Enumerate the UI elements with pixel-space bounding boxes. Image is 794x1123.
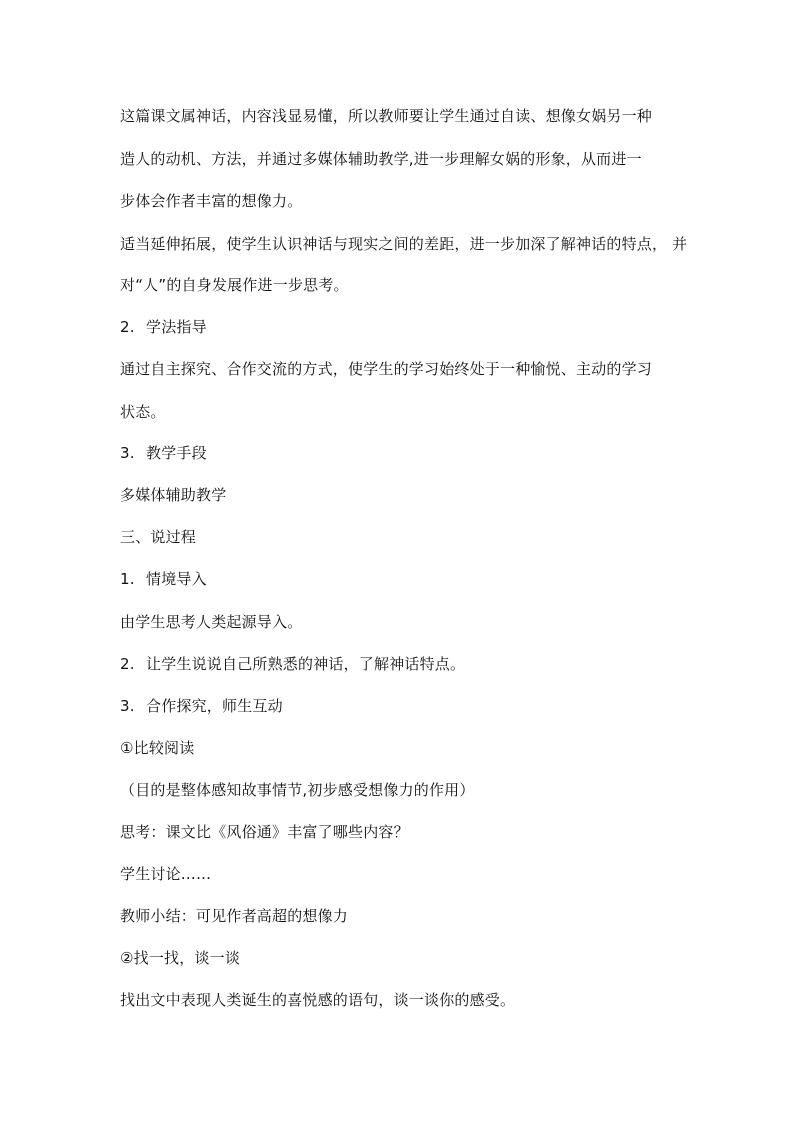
paragraph-line-2: 造人的动机、方法，并通过多媒体辅助教学,进一步理解女娲的形象，从而进一 [120,150,642,168]
sub-1-goal: （目的是整体感知故事情节,初步感受想像力的作用） [120,781,475,799]
sub-1-discussion: 学生讨论…… [120,865,212,883]
sub-2-heading: ②找一找，谈一谈 [120,949,241,967]
learning-guidance-line-1: 通过自主探究、合作交流的方式，使学生的学习始终处于一种愉悦、主动的学习 [120,360,653,378]
sub-1-question: 思考：课文比《风俗通》丰富了哪些内容？ [120,823,409,841]
step-3-heading [120,696,283,716]
process-heading: 三、说过程 [120,528,197,546]
sub-1-summary: 教师小结：可见作者高超的想像力 [120,907,349,925]
paragraph-line-4: 适当延伸拓展，使学生认识神话与现实之间的差距，进一步加深了解神话的特点， 并 [120,235,688,253]
step-title: 合作探究，师生互动 [146,697,283,715]
sub-1-heading: ①比较阅读 [120,739,195,757]
step-2-line [120,654,465,674]
paragraph-line-5: 对“人”的自身发展作进一步思考。 [120,276,349,294]
teaching-means-text: 多媒体辅助教学 [120,486,227,504]
step-number: 2. [120,655,135,673]
step-1-heading [120,569,207,589]
paragraph-line-3: 步体会作者丰富的想像力。 [120,192,303,210]
section-number: 3. [120,444,135,462]
section-heading-learning-guidance [120,317,207,337]
section-heading-teaching-means [120,443,207,463]
section-number: 2. [120,318,135,336]
step-1-text: 由学生思考人类起源导入。 [120,613,303,631]
learning-guidance-line-2: 状态。 [120,403,166,421]
step-text: 让学生说说自己所熟悉的神话，了解神话特点。 [146,655,466,673]
step-title: 情境导入 [146,570,207,588]
section-title: 教学手段 [146,444,207,462]
step-number: 3. [120,697,135,715]
sub-2-text: 找出文中表现人类诞生的喜悦感的语句，谈一谈你的感受。 [120,991,516,1009]
paragraph-line-1: 这篇课文属神话，内容浅显易懂，所以教师要让学生通过自读、想像女娲另一种 [120,107,653,125]
step-number: 1. [120,570,135,588]
section-title: 学法指导 [146,318,207,336]
